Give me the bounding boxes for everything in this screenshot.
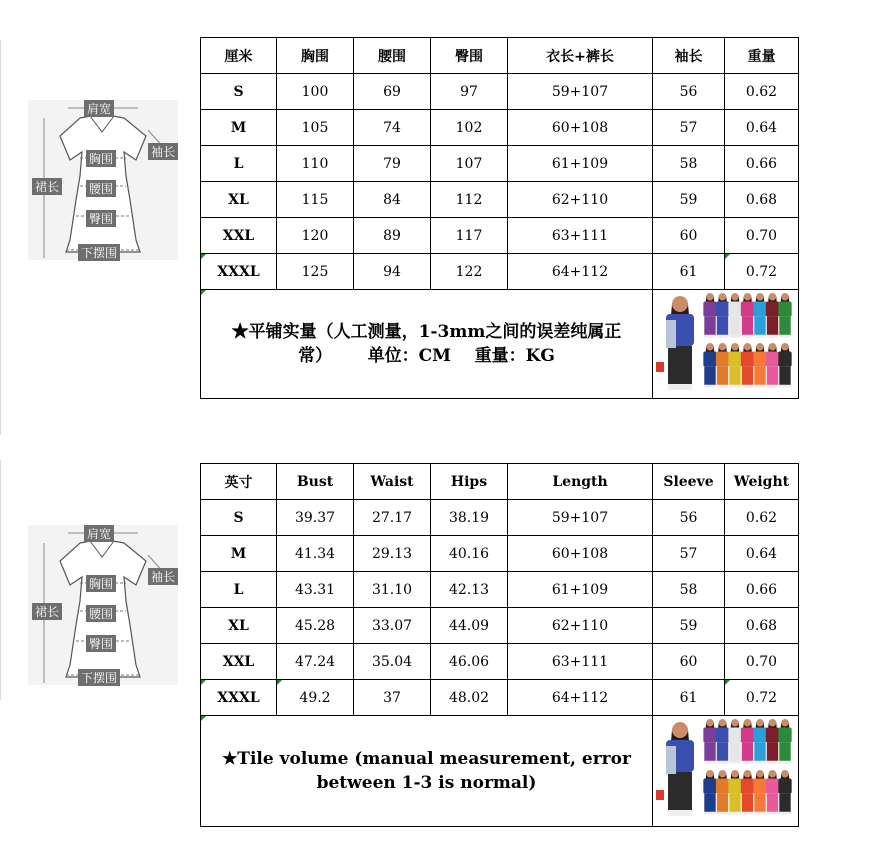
table-cell: 35.04 [354,644,431,680]
size-chart-cm-table [200,37,799,399]
table-cell: 61+109 [508,572,653,608]
model-figure [728,293,741,338]
hem-label: 下摆围 [78,669,120,686]
size-chart-inch-table [200,463,799,827]
model-figure [753,770,766,815]
table-cell: 0.72 [725,680,799,716]
note-line-2: 常） 单位：CM 重量：KG [298,346,555,366]
table-cell: 0.64 [725,536,799,572]
table-row [201,536,799,572]
table-header-row [201,464,799,500]
size-cell: XL [201,608,277,644]
model-figure [765,293,778,338]
table-cell: 43.31 [277,572,354,608]
header-cell: 衣长+裤长 [508,38,653,74]
chest-label: 胸围 [86,575,116,592]
table-cell: 0.68 [725,182,799,218]
model-figure [703,343,716,388]
model-figure [753,343,766,388]
product-models-image [654,290,798,394]
table-cell: 0.68 [725,608,799,644]
model-figure [715,343,728,388]
measurement-note [201,290,653,399]
model-figure [778,770,791,815]
model-figure [728,719,741,764]
garment-measurement-diagram [28,525,178,685]
header-cell: Weight [725,464,799,500]
table-cell: 58 [653,572,725,608]
header-cell: 英寸 [201,464,277,500]
table-cell: 46.06 [431,644,508,680]
table-cell: 42.13 [431,572,508,608]
product-photo-cell [653,290,799,399]
header-cell: 腰围 [354,38,431,74]
header-cell: Bust [277,464,354,500]
model-figure [703,770,716,815]
table-cell: 60 [653,644,725,680]
table-cell: 94 [354,254,431,290]
table-row [201,254,799,290]
header-cell: 袖长 [653,38,725,74]
table-cell: 125 [277,254,354,290]
header-cell: Hips [431,464,508,500]
table-cell: 0.72 [725,254,799,290]
page-edge-line [0,40,1,435]
table-cell: 112 [431,182,508,218]
model-figure [728,343,741,388]
table-cell: 0.70 [725,644,799,680]
chest-label: 胸围 [86,150,116,167]
table-cell: 0.62 [725,74,799,110]
table-cell: 110 [277,146,354,182]
table-row [201,572,799,608]
table-row [201,110,799,146]
size-cell: XL [201,182,277,218]
measurement-note [201,716,653,827]
model-figure [703,293,716,338]
model-figure [765,770,778,815]
note-line-1: ★平铺实量（人工测量，1-3mm之间的误差纯属正 [231,322,622,342]
product-photo-cell [653,716,799,827]
table-cell: 39.37 [277,500,354,536]
table-cell: 0.66 [725,572,799,608]
model-figure [765,719,778,764]
shoulder-label: 肩宽 [84,100,114,117]
table-cell: 60+108 [508,110,653,146]
table-cell: 74 [354,110,431,146]
note-line-1: ★Tile volume (manual measurement, error [222,749,631,769]
size-cell: XXL [201,218,277,254]
hips-label: 臀围 [86,635,116,652]
table-cell: 31.10 [354,572,431,608]
table-cell: 122 [431,254,508,290]
table-row [201,500,799,536]
table-cell: 59 [653,608,725,644]
table-cell: 47.24 [277,644,354,680]
table-cell: 102 [431,110,508,146]
table-cell: 115 [277,182,354,218]
model-figure [753,293,766,338]
model-figure [740,719,753,764]
table-cell: 0.70 [725,218,799,254]
table-cell: 61 [653,680,725,716]
table-cell: 45.28 [277,608,354,644]
table-cell: 100 [277,74,354,110]
table-header-row [201,38,799,74]
header-cell: 胸围 [277,38,354,74]
model-figure [778,293,791,338]
table-cell: 64+112 [508,254,653,290]
table-cell: 49.2 [277,680,354,716]
table-cell: 105 [277,110,354,146]
table-cell: 29.13 [354,536,431,572]
model-figure [715,293,728,338]
length-label: 裙长 [32,603,62,620]
waist-label: 腰围 [86,180,116,197]
note-row [201,716,799,827]
header-cell: 臀围 [431,38,508,74]
hips-label: 臀围 [86,210,116,227]
size-cell: S [201,500,277,536]
table-cell: 120 [277,218,354,254]
size-cell: XXL [201,644,277,680]
note-row [201,290,799,399]
table-cell: 40.16 [431,536,508,572]
header-cell: Waist [354,464,431,500]
table-cell: 57 [653,110,725,146]
table-cell: 60 [653,218,725,254]
model-jacket-panel [666,746,676,774]
table-cell: 62+110 [508,608,653,644]
table-cell: 0.64 [725,110,799,146]
table-cell: 69 [354,74,431,110]
table-cell: 79 [354,146,431,182]
model-figure [778,719,791,764]
header-cell: 重量 [725,38,799,74]
table-cell: 59+107 [508,74,653,110]
table-cell: 89 [354,218,431,254]
table-cell: 62+110 [508,182,653,218]
model-figure [715,770,728,815]
table-cell: 84 [354,182,431,218]
model-bag [656,790,664,800]
table-cell: 63+111 [508,218,653,254]
table-cell: 64+112 [508,680,653,716]
table-cell: 61+109 [508,146,653,182]
model-jacket-panel [666,320,676,348]
table-cell: 59+107 [508,500,653,536]
model-figure [703,719,716,764]
product-models-image [654,716,798,822]
sleeve-label: 袖长 [148,143,178,160]
size-cell: XXXL [201,254,277,290]
table-cell: 38.19 [431,500,508,536]
size-cell: M [201,536,277,572]
model-figure [740,343,753,388]
table-cell: 107 [431,146,508,182]
table-cell: 41.34 [277,536,354,572]
table-cell: 97 [431,74,508,110]
table-row [201,146,799,182]
table-row [201,644,799,680]
size-cell: S [201,74,277,110]
table-cell: 57 [653,536,725,572]
size-cell: M [201,110,277,146]
table-cell: 27.17 [354,500,431,536]
table-row [201,608,799,644]
model-bag [656,362,664,372]
page-edge-line [0,460,1,700]
table-cell: 0.66 [725,146,799,182]
hem-label: 下摆围 [78,244,120,261]
size-cell: L [201,146,277,182]
size-cell: L [201,572,277,608]
table-row [201,218,799,254]
table-row [201,182,799,218]
waist-label: 腰围 [86,605,116,622]
table-cell: 60+108 [508,536,653,572]
table-row [201,74,799,110]
header-cell: Length [508,464,653,500]
model-figure [753,719,766,764]
model-figure [740,770,753,815]
model-figure [765,343,778,388]
table-cell: 48.02 [431,680,508,716]
length-label: 裙长 [32,178,62,195]
model-figure [728,770,741,815]
table-row [201,680,799,716]
shoulder-label: 肩宽 [84,525,114,542]
garment-measurement-diagram [28,100,178,260]
table-cell: 33.07 [354,608,431,644]
header-cell: 厘米 [201,38,277,74]
sleeve-label: 袖长 [148,568,178,585]
table-cell: 58 [653,146,725,182]
table-cell: 59 [653,182,725,218]
table-cell: 117 [431,218,508,254]
table-cell: 56 [653,500,725,536]
model-figure [778,343,791,388]
model-figure [715,719,728,764]
size-cell: XXXL [201,680,277,716]
table-cell: 56 [653,74,725,110]
table-cell: 61 [653,254,725,290]
note-line-2: between 1-3 is normal) [316,773,537,793]
table-cell: 37 [354,680,431,716]
table-cell: 44.09 [431,608,508,644]
model-figure [740,293,753,338]
header-cell: Sleeve [653,464,725,500]
table-cell: 0.62 [725,500,799,536]
table-cell: 63+111 [508,644,653,680]
